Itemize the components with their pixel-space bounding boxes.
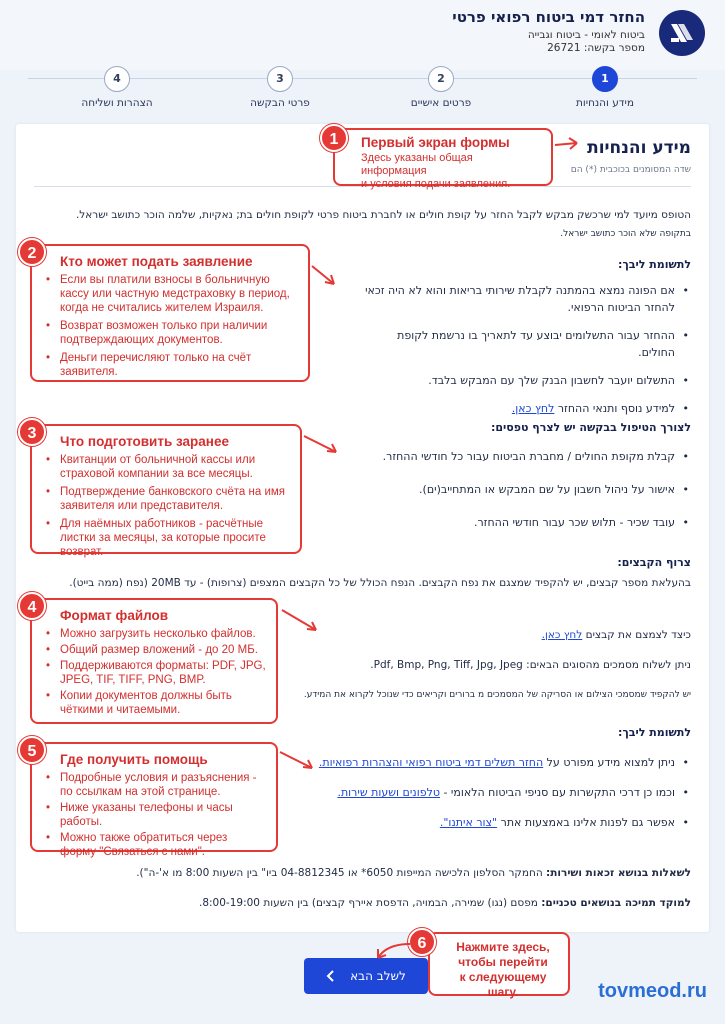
request-number: מספר בקשה: 26721 [547,42,645,54]
contact-us-link[interactable]: "צור איתנו". [439,816,498,829]
annotation-2-arrow-icon [310,262,340,290]
attention-item: • התשלום יועבר לחשבון הבנק שלך עם המבקש בלבד. [361,372,691,389]
step-2-number: 2 [428,66,454,92]
contact-eligibility [31,864,691,883]
annotation-4-list [42,627,266,717]
files-reduce-link[interactable]: לחץ כאן. [541,629,583,641]
intro-text [31,206,691,244]
more-info-link[interactable]: לחץ כאן. [511,402,555,415]
contact-technical [31,894,691,913]
site-watermark: tovmeod.ru [598,980,707,1002]
contact-technical-label: למוקד תמיכה בנושאים טכניים: [541,897,691,909]
annotation-2-item: • Если вы платили взносы в больничную кассу или частную медстраховку в период, когда не считались жителем Израиля. [42,273,298,315]
help-item [271,754,691,771]
documents-list [346,448,691,542]
intro-line-2: בתקופה שלא הוכר כתושב ישראל. [560,229,691,239]
progress-stepper [0,62,725,114]
annotation-3-item: • Квитанции от больничной кассы или страховой компании за все месяцы. [42,453,290,481]
next-step-label: לשלב הבא [350,969,406,983]
annotation-5-title: Где получить помощь [60,752,208,767]
page-title: מידע והנחיות [587,138,691,158]
step-4-number: 4 [104,66,130,92]
help-heading: לתשומת ליבך: [618,726,691,739]
annotation-6 [428,932,570,999]
step-1-label: מידע והנחיות [575,97,635,109]
benefits-info-link[interactable]: החזר תשלים דמי ביטוח רפואי והצהרות רפואיות. [318,756,544,769]
annotation-5 [30,742,278,858]
files-text: בהעלאת מספר קבצים, יש להקפיד שמצגם את נפח הקבצים. הנפח הכולל של כל הקבצים המצפים (צרופות) - עד 20MB (נפח (ממה בייט). [69,577,691,589]
chevron-left-icon [326,970,336,982]
annotation-5-item: • Можно также обратиться через форму "Связаться с нами". [42,831,266,859]
annotation-6-line: Нажмите здесь, [456,940,550,954]
annotation-5-item: • Подробные условия и разъяснения - по ссылкам на этой странице. [42,771,266,799]
attention-heading: לתשומת ליבך: [618,258,691,271]
annotation-6-line: чтобы перейти [458,955,548,969]
annotation-3-badge: 3 [18,418,46,446]
annotation-5-list [42,771,266,859]
annotation-5-item: • Ниже указаны телефоны и часы работы. [42,801,266,829]
documents-heading: לצורך הטיפול בבקשה יש לצרף טפסים: [490,421,691,434]
annotation-1-arrow-icon [553,135,583,155]
annotation-3-list [42,453,290,559]
annotation-4 [30,598,278,724]
attention-item: • ההחזר עבור התשלומים יבוצע עד לתאריך בו נרשמת לקופת החולים. [361,327,691,361]
intro-line-1: הטופס מיועד למי שרכשק מבקש לקבל החזר על קופת חולים או לחברת ביטוח פרטי לקופת חולים בת; נאקיות, שלמה הוכר כתושב ישראל. [75,209,691,221]
annotation-4-item: • Общий размер вложений - до 20 МБ. [42,643,266,657]
quality-note: יש להקפיד שמסמכי הצילום או הסריקה של המסמכים מ ברורים וקריאים כדי שנוכל לקרוא את המידע. [303,690,691,700]
annotation-6-badge: 6 [408,928,436,956]
more-info-item [361,400,691,417]
annotation-3-arrow-icon [302,432,342,458]
step-2[interactable] [366,66,516,109]
files-heading: צרוף הקבצים: [617,556,691,569]
annotation-2-badge: 2 [18,238,46,266]
annotation-4-badge: 4 [18,592,46,620]
form-title: החזר דמי ביטוח רפואי פרטי [452,8,645,26]
national-insurance-logo [659,10,705,56]
annotation-4-item: • Копии документов должны быть чёткими и читаемыми. [42,689,266,717]
step-1[interactable] [530,66,680,109]
documents-item: • קבלת מקופת החולים / מחברת הביטוח עבור כל חודשי ההחזר. [346,448,691,465]
annotation-3-item: • Подтверждение банковского счёта на имя заявителя или представителя. [42,485,290,513]
help-item-text: אפשר גם לפנות אלינו באמצעות אתר [497,816,675,829]
annotation-2 [30,244,310,382]
annotation-1-line: Здесь указаны общая информация [361,152,473,177]
help-item [271,784,691,801]
annotation-4-item: • Можно загрузить несколько файлов. [42,627,266,641]
annotation-2-item: • Возврат возможен только при наличии подтверждающих документов. [42,319,298,347]
help-list [271,754,691,842]
step-4-label: הצהרות ושליחה [81,97,153,109]
annotation-4-title: Формат файлов [60,608,169,623]
annotation-3 [30,424,302,558]
step-3-number: 3 [267,66,293,92]
annotation-2-list [42,273,298,379]
annotation-5-badge: 5 [18,736,46,764]
documents-item: • עובד שכיר - תלוש שכר עבור חודשי ההחזר. [346,514,691,531]
step-4[interactable] [42,66,192,109]
step-3-label: פרטי הבקשה [250,97,310,109]
attention-item: • אם הפונה נמצא בהמתנה לקבלת שירותי בריאות והוא לא היה זכאי להחזר הביטוח הרפואי. [361,282,691,316]
annotation-1-title: Первый экран формы [361,135,510,150]
more-info-text: למידע נוסף ותנאי ההחזר [554,402,675,415]
files-reduce-text: כיצד לצמצם את קבצים [582,629,691,641]
annotation-4-item: • Поддерживаются форматы: PDF, JPG, JPEG, TIF, TIFF, PNG, BMP. [42,659,266,687]
required-fields-note: שדה המסומנים בכוכבית (*) הם [570,165,691,175]
step-2-label: פרטים אישיים [410,97,472,109]
annotation-3-title: Что подготовить заранее [60,434,229,449]
help-item-text: ניתן למצוא מידע מפורט על [543,756,675,769]
annotation-6-line: к следующему шагу. [459,970,547,999]
phones-hours-link[interactable]: טלפונים ושעות שירות. [337,786,440,799]
annotation-6-arrow-icon [374,942,412,964]
step-3[interactable] [205,66,355,109]
files-reduce-line [291,626,691,645]
help-item [271,814,691,831]
documents-item: • אישור על ניהול חשבון על שם המבקש או המתחייב(ים). [346,481,691,498]
annotation-2-item: • Деньги перечисляют только на счёт заявителя. [42,351,298,379]
app-header [0,0,725,70]
annotation-5-arrow-icon [278,748,318,774]
annotation-1-line: и условия подачи заявления. [361,178,511,190]
contact-technical-text: מפסם (נגו) שמירה, הבמויה, הדפסת איירף קבצים) בין השעות 8:00-19:00. [199,897,542,909]
formats-text: ניתן לשלוח מסמכים מהסוגים הבאים: Pdf, Bmp, Png, Tiff, Jpg, Jpeg. [370,659,691,671]
annotation-3-item: • Для наёмных работников - расчётные листки за месяцы, за которые просите возврат. [42,517,290,559]
annotation-1-badge: 1 [320,124,348,152]
logo-mark-icon [665,16,699,50]
annotation-1 [333,128,553,190]
step-1-number: 1 [592,66,618,92]
annotation-2-title: Кто может подать заявление [60,254,253,269]
contact-eligibility-label: לשאלות בנושא זכאות ושירות: [546,867,691,879]
contact-eligibility-text: החמקר הסלפון הלכישה המייפות 6050* או 04-8812345 ביו" בין השעות 8:00 מו א'-ה"). [136,867,547,879]
annotation-4-arrow-icon [280,606,322,636]
attention-list [361,282,691,428]
form-subtitle: ביטוח לאומי - ביטוח וגבייה [527,29,645,41]
help-item-text: וכמו כן דרכי התקשרות עם סניפי הביטוח הלאומי - [439,786,675,799]
